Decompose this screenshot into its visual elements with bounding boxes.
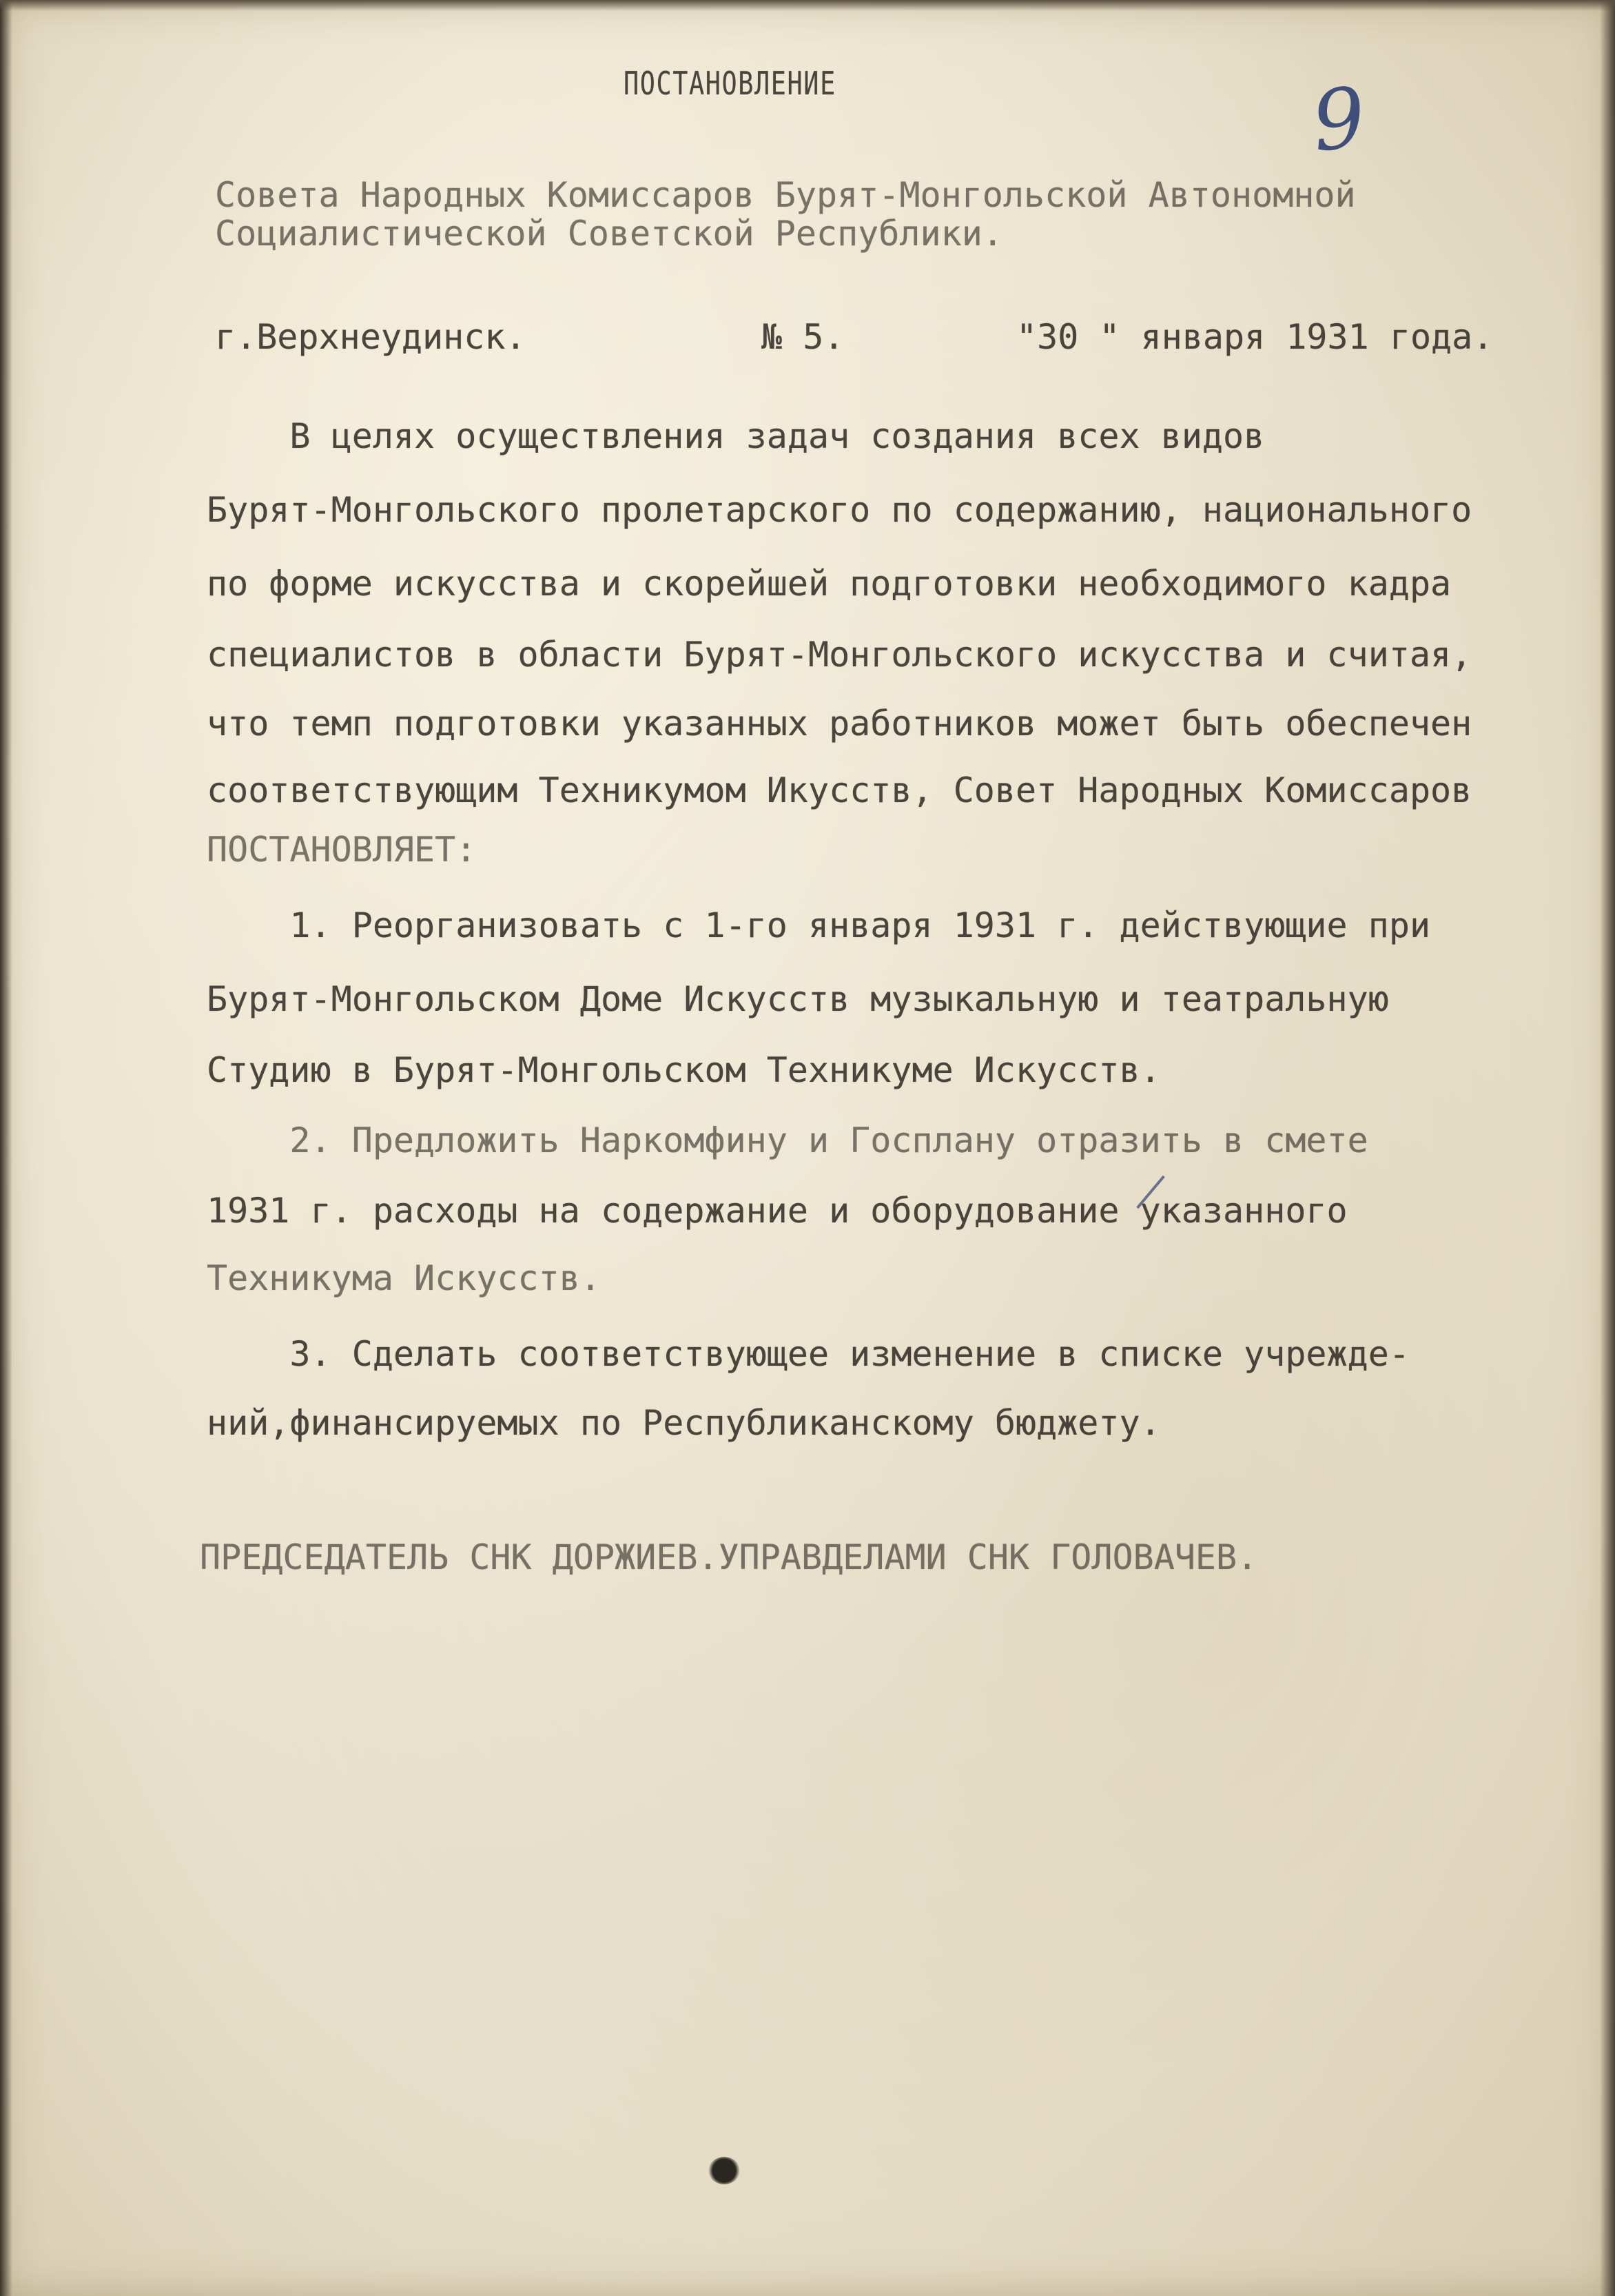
ink-blot [708, 2157, 740, 2184]
body-line: 1. Реорганизовать с 1-го января 1931 г. действующие при [207, 905, 1431, 945]
issuer-line-2: Социалистической Советской Республики. [215, 214, 1003, 254]
issuer-line-1: Совета Народных Комиссаров Бурят-Монгольской Автономной [215, 175, 1356, 215]
body-line: В целях осуществления задач создания всех видов [207, 416, 1265, 456]
body-line: Бурят-Монгольского пролетарского по содержанию, национального [207, 490, 1472, 530]
body-line: Студию в Бурят-Монгольском Техникуме Искусств. [207, 1050, 1161, 1090]
signature-line: ПРЕДСЕДАТЕЛЬ СНК ДОРЖИЕВ.УПРАВДЕЛАМИ СНК ГОЛОВАЧЕВ. [200, 1537, 1258, 1577]
page-edge-right [1600, 0, 1615, 2296]
page-edge-left [0, 0, 12, 2296]
body-line: что темп подготовки указанных работников может быть обеспечен [207, 704, 1472, 744]
body-line: по форме искусства и скорейшей подготовки необходимого кадра [207, 564, 1452, 604]
body-line: специалистов в области Бурят-Монгольского искусства и считая, [207, 635, 1472, 675]
handwritten-page-number: 9 [1307, 70, 1370, 171]
body-line: Бурят-Монгольском Доме Искусств музыкальную и театральную [207, 979, 1389, 1019]
body-line: 1931 г. расходы на содержание и оборудование указанного [207, 1191, 1348, 1231]
body-line: 2. Предложить Наркомфину и Госплану отразить в смете [207, 1120, 1368, 1160]
body-line: соответствующим Техникумом Икусств, Совет Народных Комиссаров [207, 770, 1472, 810]
document-city: г.Верхнеудинск. [215, 317, 526, 357]
body-line: ний,финансируемых по Республиканскому бюджету. [207, 1403, 1161, 1443]
document-date: "30 " января 1931 года. [1016, 317, 1494, 357]
body-line: ПОСТАНОВЛЯЕТ: [207, 830, 477, 870]
page-edge-top [0, 0, 1615, 11]
body-line: 3. Сделать соответствующее изменение в списке учрежде- [207, 1334, 1410, 1374]
document-title: ПОСТАНОВЛЕНИЕ [624, 65, 836, 102]
document-number: № 5. [761, 317, 845, 357]
body-line: Техникума Искусств. [207, 1258, 601, 1298]
